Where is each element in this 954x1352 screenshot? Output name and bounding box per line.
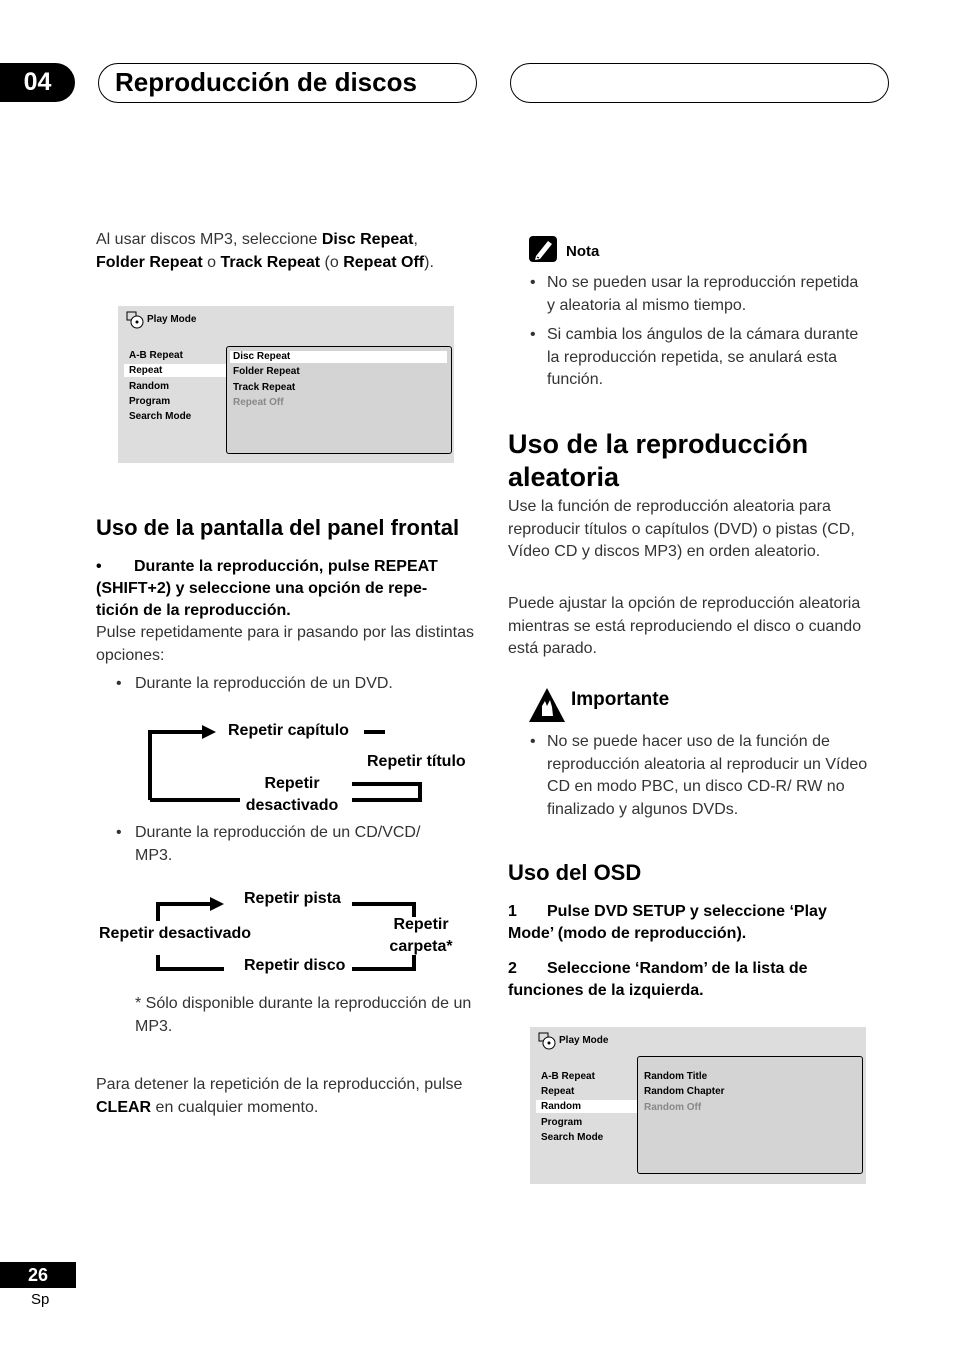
disc-icon — [538, 1032, 556, 1050]
note-item: • No se pueden usar la reproducción repetida y aleatoria al mismo tiempo. — [530, 274, 859, 314]
disc-icon — [126, 311, 144, 329]
osd-options-panel — [226, 346, 452, 454]
intro-text: Al usar discos MP3, seleccione Disc Repeat, Folder Repeat o Track Repeat (o Repeat Off). — [96, 231, 434, 271]
osd-menu-item[interactable]: Program — [129, 396, 171, 407]
chapter-number: 04 — [0, 63, 75, 102]
dvd-option-off: Repetir desactivado — [245, 775, 339, 814]
chapter-title: Reproducción de discos — [115, 67, 417, 97]
osd-menu-item[interactable]: A-B Repeat — [129, 350, 183, 361]
osd-options-panel — [637, 1056, 863, 1174]
osd-title: Play Mode — [559, 1035, 609, 1046]
osd-title: Play Mode — [147, 314, 197, 325]
osd-step-2: 2 Seleccione ‘Random’ de la lista de funciones de la izquierda. — [508, 960, 808, 999]
osd-option[interactable]: Track Repeat — [233, 382, 296, 393]
osd-menu-item[interactable]: Random — [129, 381, 169, 392]
osd-menu-item[interactable]: Search Mode — [541, 1132, 604, 1143]
dvd-option-title: Repetir título — [367, 753, 466, 770]
osd-option-selected[interactable]: Disc Repeat — [230, 351, 447, 363]
osd-menu-item[interactable]: Search Mode — [129, 411, 192, 422]
footnote: * Sólo disponible durante la reproducción de un MP3. — [135, 995, 472, 1035]
random-paragraph-2: Puede ajustar la opción de reproducción aleatoria mientras se está reproduciendo el disco o cuando está parado. — [508, 595, 862, 657]
step-bullet: • — [96, 558, 102, 575]
note-icon — [528, 235, 558, 263]
osd-option-disabled: Repeat Off — [233, 397, 284, 408]
step-description: Pulse repetidamente para ir pasando por las distintas opciones: — [96, 624, 474, 664]
stop-repeat-text: Para detener la repetición de la reproducción, pulse CLEAR en cualquier momento. — [96, 1076, 463, 1116]
section-heading-front-panel: Uso de la pantalla del panel frontal — [96, 515, 460, 540]
note-item: • Si cambia los ángulos de la cámara durante la reproducción repetida, se anulará esta función. — [530, 326, 859, 388]
section-heading-osd: Uso del OSD — [508, 860, 642, 885]
important-item: • No se puede hacer uso de la función de reproducción aleatoria al reproducir un Vídeo CD en modo PBC, un disco CD-R/ RW no finalizado y algunos DVDs. — [530, 733, 868, 818]
random-paragraph-1: Use la función de reproducción aleatoria para reproducir títulos o capítulos (DVD) o pistas (CD, Vídeo CD y discos MP3) en orden aleatorio. — [508, 498, 855, 560]
osd-option[interactable]: Random Title — [644, 1071, 708, 1082]
section-heading-random: Uso de la reproducción aleatoria — [508, 429, 809, 492]
osd-option[interactable]: Folder Repeat — [233, 366, 300, 377]
osd-menu-item-selected[interactable]: Random — [536, 1100, 641, 1113]
bullet-cd: • Durante la reproducción de un CD/VCD/ MP3. — [116, 824, 421, 864]
important-label: Importante — [571, 689, 670, 710]
cd-option-track: Repetir pista — [244, 890, 341, 907]
cd-option-disc: Repetir disco — [244, 957, 346, 974]
language-code: Sp — [31, 1291, 50, 1308]
step-instruction: Durante la reproducción, pulse REPEAT (SHIFT+2) y seleccione una opción de repe- tición de la reproducción. — [96, 558, 438, 619]
bullet-dvd: • Durante la reproducción de un DVD. — [116, 675, 393, 692]
dvd-option-chapter: Repetir capítulo — [228, 722, 349, 739]
page-number: 26 — [0, 1262, 76, 1288]
osd-menu-item[interactable]: A-B Repeat — [541, 1071, 595, 1082]
osd-menu-item[interactable]: Repeat — [541, 1086, 575, 1097]
note-label: Nota — [566, 243, 600, 260]
osd-menu-item-selected[interactable]: Repeat — [124, 364, 229, 377]
warning-icon — [527, 686, 567, 724]
osd-play-mode-repeat — [118, 306, 454, 463]
osd-menu-item[interactable]: Program — [541, 1117, 583, 1128]
osd-step-1: 1 Pulse DVD SETUP y seleccione ‘Play Mode’ (modo de reproducción). — [508, 903, 827, 942]
cd-option-off: Repetir desactivado — [99, 925, 252, 942]
cd-option-folder: Repetir carpeta* — [389, 916, 453, 955]
osd-option[interactable]: Random Chapter — [644, 1086, 725, 1097]
header-empty-frame — [510, 63, 889, 103]
osd-option-disabled: Random Off — [644, 1102, 702, 1113]
osd-play-mode-random — [530, 1027, 866, 1184]
